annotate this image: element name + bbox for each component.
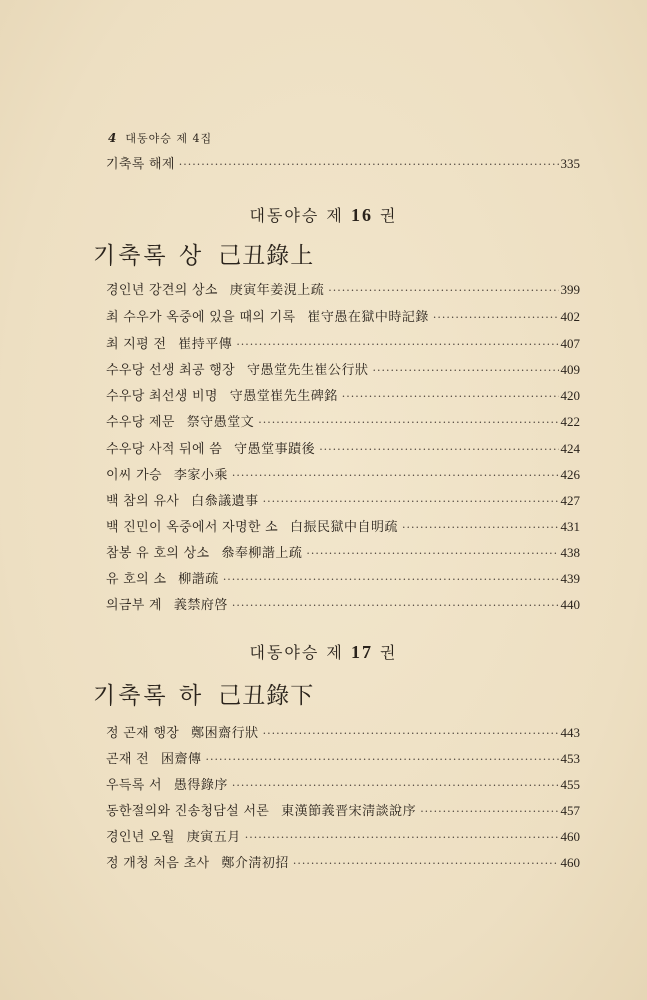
dot-leader [306,544,558,564]
toc-entry [106,412,580,432]
entry-hanja: 柳諧疏 [178,572,219,587]
entry-hanja: 崔持平傳 [178,337,233,352]
dot-leader [328,281,558,301]
entry-title: 정 곤재 행장 [106,726,180,741]
entry-title: 기축록 해제 [106,157,175,172]
entry-page: 399 [560,282,580,297]
dot-leader [179,155,559,175]
entry-hanja: 白叅議遺事 [191,494,259,509]
volume-heading-prefix: 대동야승 제 [249,643,344,662]
toc-entry [106,280,580,300]
entry-hanja: 庚寅五月 [186,830,241,845]
entry-page: 431 [560,519,580,534]
entry-page: 457 [560,803,580,818]
dot-leader [258,413,558,433]
entry-page: 439 [560,571,580,586]
section-title-hanja: 己丑錄下 [218,683,315,709]
entry-page: 443 [560,725,580,740]
entry-page: 460 [560,855,580,870]
entry-hanja: 守愚堂事蹟後 [234,442,316,457]
entry-page: 420 [560,388,580,403]
toc-entry [106,801,580,821]
volume-heading-prefix: 대동야승 제 [249,206,344,225]
entry-title: 최 수우가 옥중에 있을 때의 기록 [106,310,296,325]
entry-page: 402 [560,309,580,324]
entry-hanja: 守愚堂先生崔公行狀 [247,363,369,378]
entry-hanja: 困齋傳 [161,752,202,767]
entry-page: 424 [560,441,580,456]
volume-number: 16 [350,205,373,225]
running-head-title: 대동야승 제 4집 [125,132,213,145]
toc-entry [106,853,580,873]
entry-page: 427 [560,493,580,508]
entry-title: 백 참의 유사 [106,494,180,509]
toc-entry [106,749,580,769]
toc-entry [106,595,580,615]
entry-hanja: 鄭困齋行狀 [191,726,259,741]
entry-page: 422 [560,414,580,429]
entry-hanja: 庚寅年姜涀上疏 [229,283,325,298]
entry-page: 460 [560,829,580,844]
entry-title: 곤재 전 [106,752,150,767]
dot-leader [420,802,558,822]
entry-hanja: 守愚堂崔先生碑銘 [229,389,338,404]
entry-title: 참봉 유 호의 상소 [106,546,210,561]
toc-entry [106,775,580,795]
toc-entry [106,154,580,174]
entry-page: 440 [560,597,580,612]
dot-leader [232,776,559,796]
entry-title: 정 개청 처음 초사 [106,856,210,871]
toc-entry [106,465,580,485]
entry-page: 407 [560,336,580,351]
entry-title: 동한절의와 진송청담설 서론 [106,804,270,819]
dot-leader [373,361,559,381]
dot-leader [293,854,559,874]
entry-hanja: 叅奉柳諧上疏 [221,546,303,561]
section-title [93,237,314,270]
entry-page: 335 [560,156,580,171]
dot-leader [433,308,559,328]
entry-hanja: 義禁府啓 [173,598,228,613]
toc-entry [106,517,580,537]
volume-number: 17 [350,642,373,662]
entry-title: 수우당 제문 [106,415,175,430]
volume-heading [0,640,647,663]
dot-leader [319,440,558,460]
entry-hanja: 東漢節義晋宋淸談說序 [281,804,417,819]
entry-title: 수우당 선생 최공 행장 [106,363,236,378]
dot-leader [245,828,559,848]
entry-hanja: 崔守愚在獄中時記錄 [307,310,429,325]
section-title [93,677,314,710]
dot-leader [236,335,558,355]
running-head [108,130,212,146]
entry-hanja: 李家小乘 [173,468,228,483]
dot-leader [206,750,559,770]
volume-heading-suffix: 권 [380,206,398,225]
section-title-hanja: 己丑錄上 [218,243,315,269]
dot-leader [263,724,559,744]
dot-leader [342,387,559,407]
entry-title: 백 진민이 옥중에서 자명한 소 [106,520,279,535]
section-title-korean: 기축록 하 [93,683,205,709]
entry-title: 수우당 사적 뒤에 씀 [106,442,223,457]
dot-leader [223,570,559,590]
entry-title: 수우당 최선생 비명 [106,389,218,404]
entry-page: 453 [560,751,580,766]
entry-title: 의금부 계 [106,598,162,613]
toc-entry [106,360,580,380]
page-number: 4 [108,131,118,145]
entry-title: 이씨 가승 [106,468,162,483]
section-title-korean: 기축록 상 [93,243,205,269]
entry-hanja: 祭守愚堂文 [186,415,255,430]
entry-hanja: 白振民獄中自明疏 [290,520,399,535]
entry-page: 409 [560,362,580,377]
toc-entry [106,491,580,511]
toc-entry [106,723,580,743]
entry-page: 426 [560,467,580,482]
toc-entry [106,334,580,354]
toc-entry [106,543,580,563]
toc-entry [106,569,580,589]
entry-title: 최 지평 전 [106,337,167,352]
entry-hanja: 愚得錄序 [173,778,228,793]
entry-title: 우득록 서 [106,778,162,793]
dot-leader [232,466,559,486]
entry-title: 유 호의 소 [106,572,167,587]
entry-title: 경인년 오월 [106,830,175,845]
dot-leader [402,518,558,538]
toc-entry [106,439,580,459]
volume-heading-suffix: 권 [380,643,398,662]
entry-hanja: 鄭介淸初招 [221,856,289,871]
entry-page: 455 [560,777,580,792]
dot-leader [263,492,559,512]
dot-leader [232,596,559,616]
toc-entry [106,827,580,847]
toc-entry [106,307,580,327]
entry-title: 경인년 강견의 상소 [106,283,218,298]
entry-page: 438 [560,545,580,560]
volume-heading [0,203,647,226]
toc-entry [106,386,580,406]
